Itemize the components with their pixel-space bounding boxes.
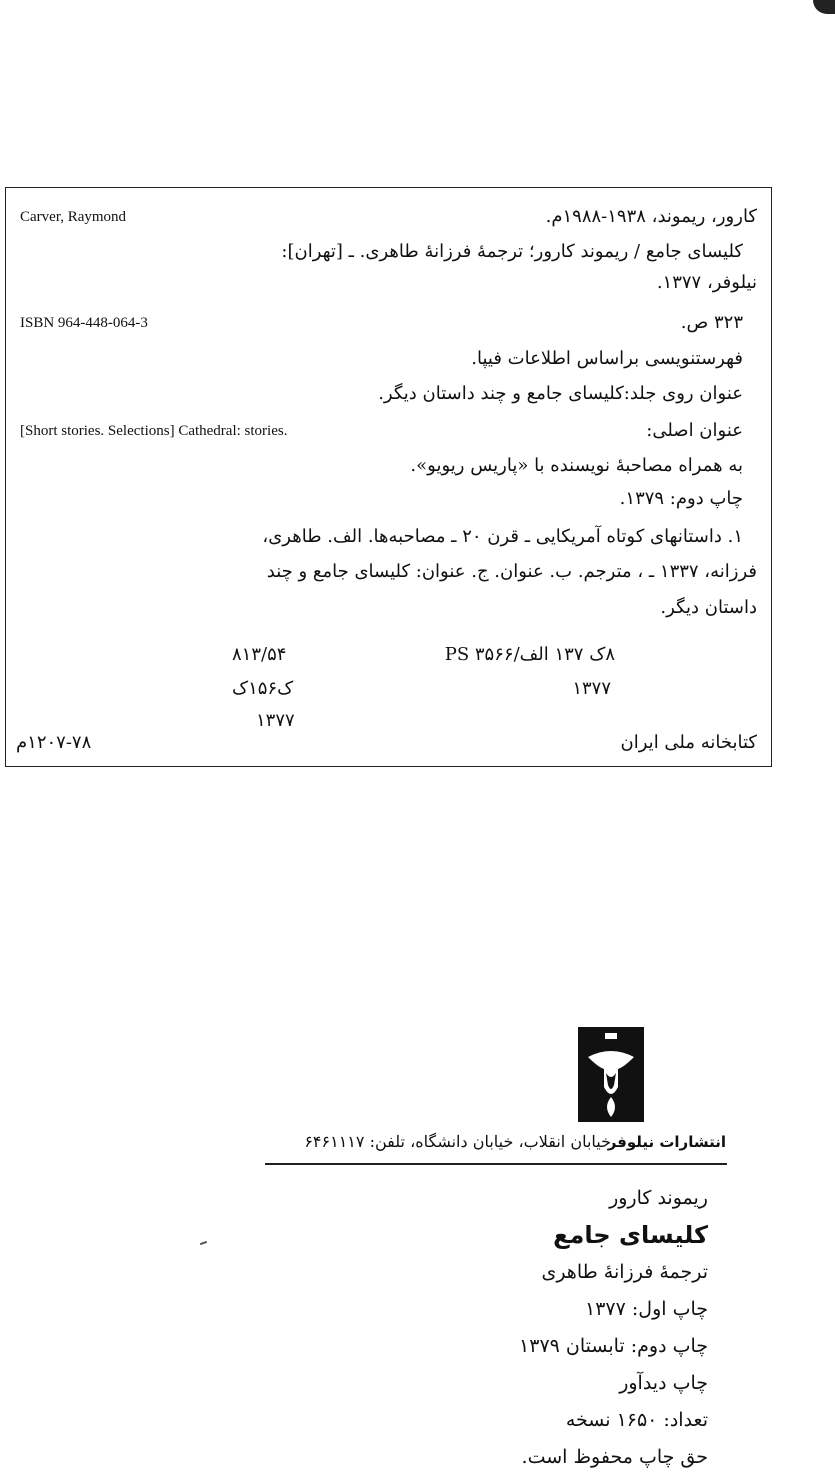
colophon-title: کلیسای جامع [553,1221,708,1249]
original-title-en: [Short stories. Selections] Cathedral: stories. [20,423,288,439]
publisher-address: خیابان انقلاب، خیابان دانشگاه، تلفن: ۶۴۶۱۱۱۷ [304,1132,611,1151]
subjects-line-2: فرزانه، ۱۳۳۷ ـ ، مترجم. ب. عنوان. ج. عنوان: کلیسای جامع و چند [266,561,757,582]
fipa-note: فهرستنویسی براساس اطلاعات فیپا. [471,348,743,369]
dewey-year: ۱۳۷۷ [256,710,295,731]
publisher-logo [578,1027,644,1122]
colophon-first-edition: چاپ اول: ۱۳۷۷ [585,1298,708,1320]
author-heading-en: Carver, Raymond [20,209,127,225]
publisher-name: انتشارات نیلوفر [607,1133,726,1151]
cip-original-title-row [20,416,757,446]
dewey-number: ۸۱۳/۵۴ [232,644,287,665]
lc-class-year: ۱۳۷۷ [572,678,611,699]
subjects-line-1: ۱. داستانهای کوتاه آمریکایی ـ قرن ۲۰ ـ مصاحبه‌ها. الف. طاهری، [262,526,743,547]
cip-title-row-1 [20,237,757,267]
page-count: ۳۲۳ ص. [680,312,743,333]
corner-mark [813,0,835,14]
cip-edition-row [20,484,757,514]
cip-isbn-row [20,308,757,338]
colophon-copyright: حق چاپ محفوظ است. [521,1446,708,1468]
isbn: ISBN 964-448-064-3 [20,315,148,331]
cip-title-row-2 [20,268,757,298]
publisher-line [131,1129,726,1155]
colophon-printer: چاپ دیدآور [619,1372,708,1394]
dewey-cutter: ک۱۵۶ک [232,678,294,699]
original-title-label: عنوان اصلی: [646,420,743,441]
publisher-divider [265,1163,727,1165]
ink-speck [200,1241,207,1245]
author-heading-fa: کارور، ریموند، ۱۹۳۸-۱۹۸۸م. [545,206,757,227]
title-statement: کلیسای جامع / ریموند کارور؛ ترجمهٔ فرزانهٔ طاهری. ـ [تهران]: [281,241,743,262]
cip-subjects-row-1 [20,522,757,552]
lc-class-number: ۸ک ۱۳۷ الف/PS ۳۵۶۶ [444,644,615,665]
colophon-translator: ترجمهٔ فرزانهٔ طاهری [541,1261,708,1283]
colophon [519,1180,708,1476]
cip-record-box [5,187,772,767]
cip-subjects-row-3 [20,593,757,623]
cip-note-row [20,344,757,374]
publication-info: نیلوفر، ۱۳۷۷. [656,272,757,293]
cip-cover-title-row [20,379,757,409]
colophon-second-edition: چاپ دوم: تابستان ۱۳۷۹ [519,1335,708,1357]
colophon-author: ریموند کارور [609,1187,708,1209]
colophon-print-run: تعداد: ۱۶۵۰ نسخه [565,1409,708,1431]
cover-title: عنوان روی جلد:کلیسای جامع و چند داستان دیگر. [378,383,743,404]
cip-subjects-row-2 [20,557,757,587]
second-print-note: چاپ دوم: ۱۳۷۹. [619,488,743,509]
cip-interview-row [20,451,757,481]
national-library-record: ۱۲۰۷-۷۸م [16,732,92,753]
interview-note: به همراه مصاحبهٔ نویسنده با «پاریس ریویو». [410,455,743,476]
cip-author-row [20,202,757,232]
national-library-name: کتابخانه ملی ایران [620,732,757,753]
subjects-line-3: داستان دیگر. [660,597,757,618]
